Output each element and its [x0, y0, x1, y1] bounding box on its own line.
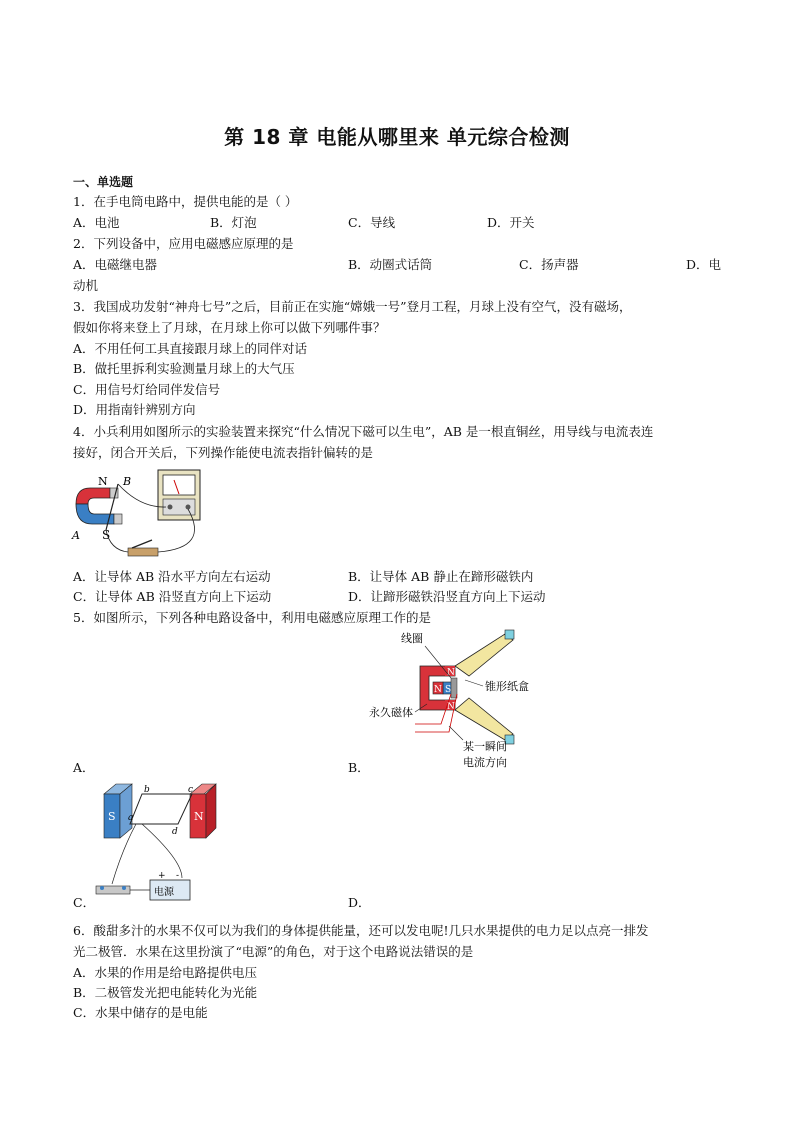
question-2-stem: 2．下列设备中，应用电磁感应原理的是	[73, 236, 294, 251]
speaker-label-current-2: 电流方向	[463, 756, 507, 769]
motor-c: c	[188, 785, 194, 795]
label-S: S	[102, 528, 111, 542]
question-6-line-2: 光二极管．水果在这里扮演了“电源”的角色，对于这个电路说法错误的是	[73, 944, 474, 959]
label-A: A	[72, 529, 80, 542]
q6-option-b: B．二极管发光把电能转化为光能	[73, 985, 258, 1000]
speaker-label-cone: 锥形纸盒	[485, 680, 529, 693]
motor-minus: -	[176, 871, 180, 881]
label-B: B	[123, 475, 132, 488]
q5-option-c: C．	[73, 895, 96, 910]
q4-option-b: B．让导体 AB 静止在蹄形磁铁内	[348, 569, 534, 584]
q3-option-a: A．不用任何工具直接跟月球上的同伴对话	[73, 341, 308, 356]
question-1-stem: 1．在手电筒电路中，提供电能的是（ ）	[73, 194, 298, 209]
page-title: 第 18 章 电能从哪里来 单元综合检测	[224, 125, 570, 149]
q2-option-d: D．电	[686, 257, 722, 272]
switch-icon	[128, 540, 158, 556]
q4-experiment-figure	[70, 468, 220, 563]
speaker-label-magnet: 永久磁体	[369, 706, 413, 719]
q1-option-a: A．电池	[73, 215, 120, 230]
section-heading: 一、单选题	[73, 175, 134, 189]
q4-option-d: D．让蹄形磁铁沿竖直方向上下运动	[348, 589, 546, 604]
motor-N: N	[194, 810, 204, 823]
power-supply-icon	[150, 871, 190, 900]
q5-speaker-figure	[365, 628, 550, 773]
speaker-N-center: N	[434, 685, 442, 695]
ammeter-icon	[158, 470, 200, 520]
q5-option-d: D．	[348, 895, 371, 910]
q1-option-c: C．导线	[348, 215, 396, 230]
q2-option-c: C．扬声器	[519, 257, 579, 272]
question-4-line-2: 接好，闭合开关后，下列操作能使电流表指针偏转的是	[73, 445, 374, 460]
question-4-line-1: 4．小兵利用如图所示的实验装置来探究“什么情况下磁可以生电”，AB 是一根直铜丝，用导线与电流表连	[73, 424, 654, 439]
question-3-line-2: 假如你将来登上了月球，在月球上你可以做下列哪件事？	[73, 320, 386, 335]
q1-option-d: D．开关	[487, 215, 535, 230]
label-N: N	[98, 475, 108, 488]
horseshoe-magnet-top	[76, 488, 110, 504]
speaker-N-bottom: N	[447, 702, 455, 712]
q2-option-d-wrap: 动机	[73, 278, 99, 293]
q5-option-b: B．	[348, 760, 370, 775]
q6-option-a: A．水果的作用是给电路提供电压	[73, 965, 258, 980]
q4-option-c: C．让导体 AB 沿竖直方向上下运动	[73, 589, 272, 604]
speaker-S-center: S	[445, 685, 452, 695]
q4-option-a: A．让导体 AB 沿水平方向左右运动	[73, 569, 271, 584]
motor-d: d	[172, 827, 178, 837]
question-6-line-1: 6．酸甜多汁的水果不仅可以为我们的身体提供能量，还可以发电呢!几只水果提供的电力足以点亮一排发	[73, 923, 649, 938]
speaker-label-coil: 线圈	[401, 632, 423, 645]
motor-plus: +	[158, 871, 166, 881]
motor-S: S	[108, 810, 116, 823]
motor-a: a	[128, 813, 134, 823]
q2-option-b: B．动圈式话筒	[348, 257, 433, 272]
speaker-N-top: N	[447, 668, 455, 678]
motor-b: b	[144, 785, 150, 795]
q5-option-a: A．	[73, 760, 95, 775]
q5-motor-figure	[92, 780, 232, 910]
motor-power-label: 电源	[154, 887, 174, 898]
q1-option-b: B．灯泡	[210, 215, 257, 230]
question-5-stem: 5．如图所示，下列各种电路设备中，利用电磁感应原理工作的是	[73, 610, 431, 625]
q6-option-c: C．水果中储存的是电能	[73, 1005, 208, 1020]
q3-option-d: D．用指南针辨别方向	[73, 402, 196, 417]
speaker-label-current-1: 某一瞬间	[463, 740, 507, 753]
q2-option-a: A．电磁继电器	[73, 257, 158, 272]
q3-option-c: C．用信号灯给同伴发信号	[73, 382, 221, 397]
q3-option-b: B．做托里拆利实验测量月球上的大气压	[73, 361, 295, 376]
question-3-line-1: 3．我国成功发射“神舟七号”之后，目前正在实施“嫦娥一号”登月工程，月球上没有空气，没有磁场，	[73, 299, 632, 314]
